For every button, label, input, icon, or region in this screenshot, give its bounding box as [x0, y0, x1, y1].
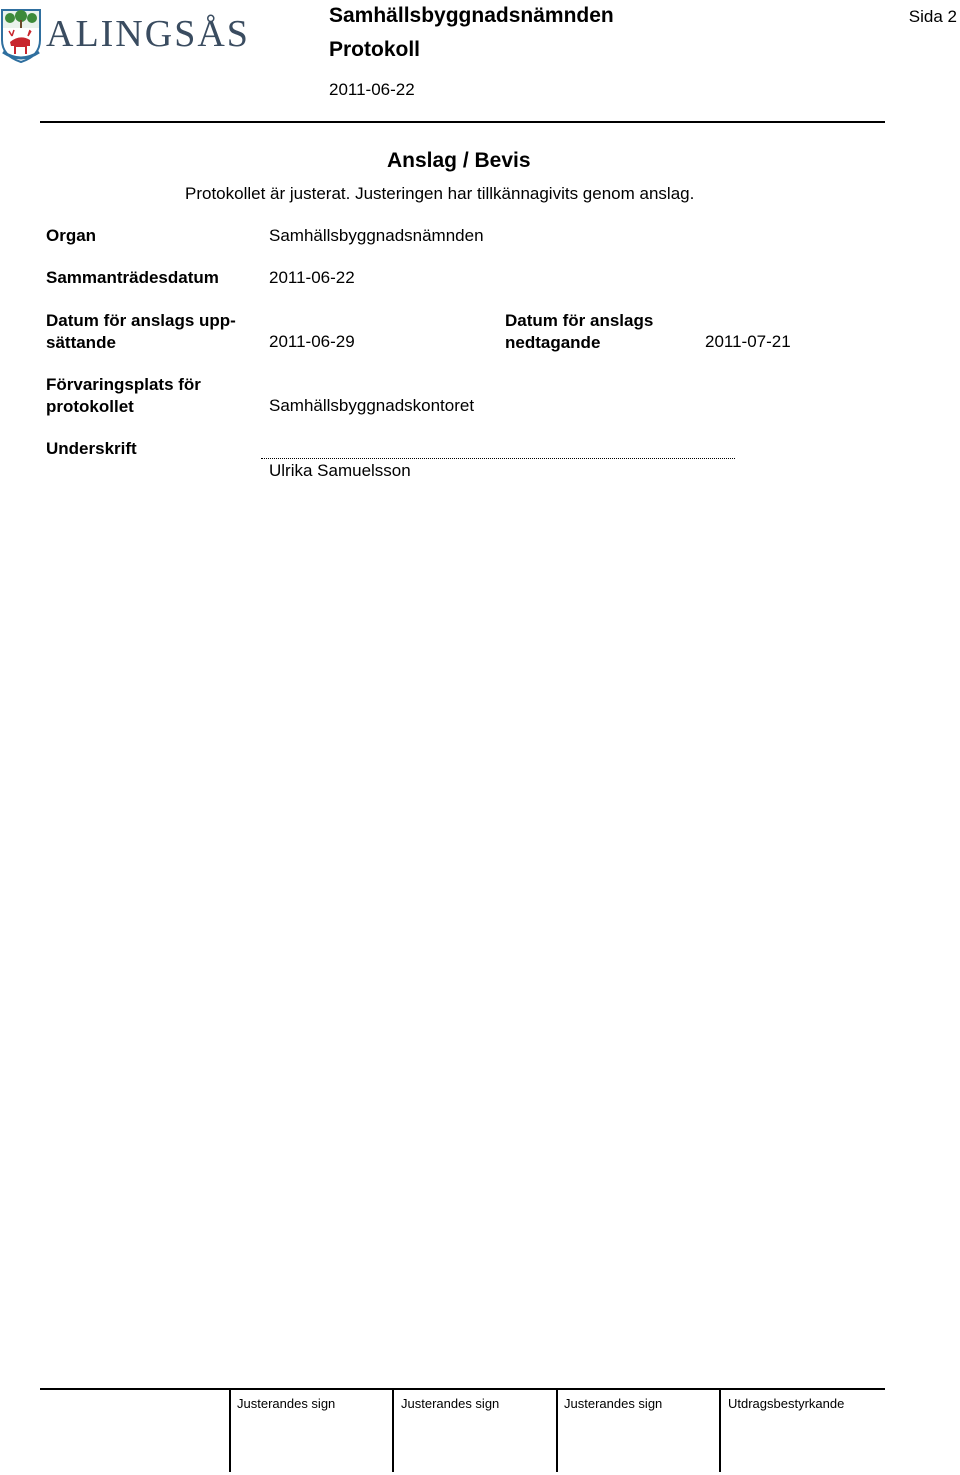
- storage-label: Förvaringsplats för protokollet: [46, 375, 201, 416]
- footer-cell-divider: [392, 1389, 394, 1472]
- notice-title: Anslag / Bevis: [387, 149, 531, 172]
- signer-name: Ulrika Samuelsson: [269, 461, 411, 480]
- footer-adjuster-sign-3: Justerandes sign: [564, 1396, 663, 1411]
- meeting-date-value: 2011-06-22: [269, 268, 355, 287]
- footer-divider: [40, 1388, 885, 1390]
- header-document-type: Protokoll: [329, 38, 421, 61]
- page-number: Sida 2: [908, 7, 957, 26]
- municipality-logo: [0, 6, 260, 64]
- logo-wordmark: ALINGSÅS: [46, 13, 250, 55]
- footer-cell-divider: [556, 1389, 558, 1472]
- signature-label: Underskrift: [46, 439, 137, 458]
- footer-adjuster-sign-2: Justerandes sign: [401, 1396, 500, 1411]
- posted-date-value: 2011-06-29: [269, 332, 355, 351]
- notice-intro: Protokollet är justerat. Justeringen har tillkännagivits genom anslag.: [185, 184, 695, 203]
- header-committee-name: Samhällsbyggnadsnämnden: [329, 4, 614, 27]
- footer-cell-divider: [229, 1389, 231, 1472]
- takedown-date-value: 2011-07-21: [705, 332, 791, 351]
- coat-of-arms-icon: [2, 10, 40, 62]
- header-date: 2011-06-22: [329, 80, 415, 99]
- takedown-date-label: Datum för anslags nedtagande: [505, 311, 654, 352]
- footer-cell-divider: [719, 1389, 721, 1472]
- organ-value: Samhällsbyggnadsnämnden: [269, 226, 484, 245]
- storage-value: Samhällsbyggnadskontoret: [269, 396, 475, 415]
- footer-extract-certification: Utdragsbestyrkande: [728, 1396, 845, 1411]
- header-divider: [40, 121, 885, 123]
- posted-date-label: Datum för anslags upp-sättande: [46, 311, 236, 352]
- organ-label: Organ: [46, 226, 97, 245]
- meeting-date-label: Sammanträdesdatum: [46, 268, 219, 287]
- signature-line: [261, 458, 735, 459]
- footer-adjuster-sign-1: Justerandes sign: [237, 1396, 336, 1411]
